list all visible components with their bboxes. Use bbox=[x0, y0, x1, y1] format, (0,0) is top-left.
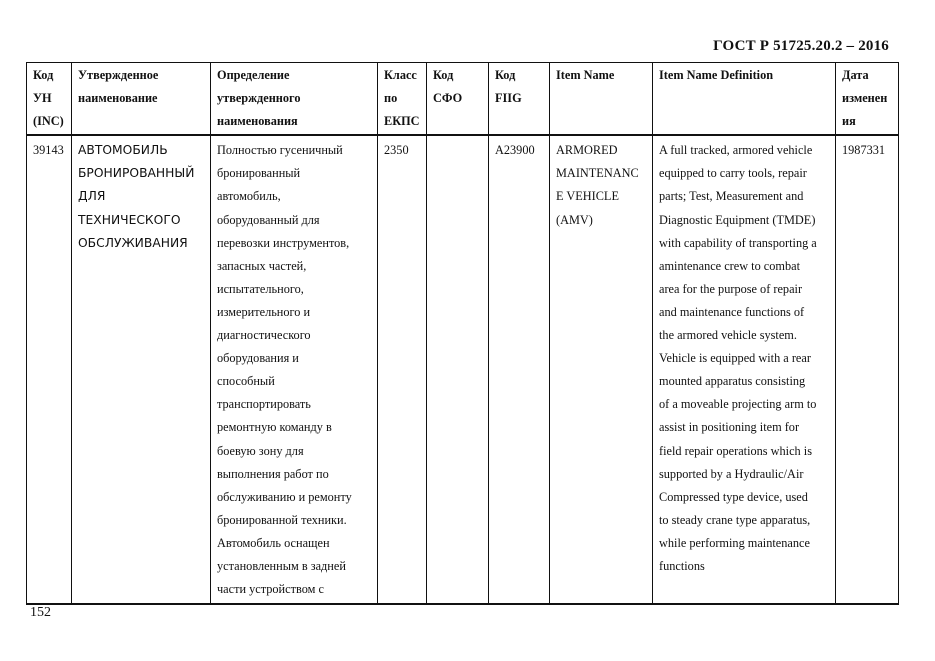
cell-item-name-definition bbox=[653, 135, 836, 604]
text-line: MAINTENANC bbox=[556, 166, 639, 181]
text-line: БРОНИРОВАННЫЙ bbox=[78, 166, 195, 181]
text-line: транспортировать bbox=[217, 397, 311, 412]
text-line: Diagnostic Equipment (TMDE) bbox=[659, 212, 816, 227]
text-line: по bbox=[384, 91, 398, 106]
text-line: area for the purpose of repair bbox=[659, 281, 803, 296]
text-line: equipped to carry tools, repair bbox=[659, 166, 807, 181]
header-sfo-code bbox=[427, 63, 489, 136]
text-line: перевозки инструментов, bbox=[217, 235, 350, 250]
text-line: оборудования и bbox=[217, 351, 299, 366]
text-line: СФО bbox=[433, 91, 463, 106]
text-line: (INC) bbox=[33, 114, 64, 129]
text-line: Код bbox=[433, 68, 454, 82]
text-line: the armored vehicle system. bbox=[659, 328, 797, 343]
header-item-name bbox=[550, 63, 653, 136]
table-row bbox=[27, 135, 899, 604]
text-line: A full tracked, armored vehicle bbox=[659, 143, 813, 158]
text-line: ТЕХНИЧЕСКОГО bbox=[78, 212, 181, 227]
text-line: ЕКПС bbox=[384, 114, 420, 129]
text-line: измерительного и bbox=[217, 304, 311, 319]
text-line: while performing maintenance bbox=[659, 535, 810, 550]
text-line: испытательного, bbox=[217, 281, 304, 296]
text-line: автомобиль, bbox=[217, 189, 281, 204]
text-line: Код bbox=[495, 68, 516, 82]
text-line: Vehicle is equipped with a rear bbox=[659, 351, 811, 366]
text-line: functions bbox=[659, 558, 705, 573]
text-line: бронированной техники. bbox=[217, 512, 347, 527]
text-line: наименование bbox=[78, 91, 158, 106]
text-line: and maintenance functions of bbox=[659, 304, 805, 319]
text-line: (AMV) bbox=[556, 212, 593, 227]
text-line: to steady crane type apparatus, bbox=[659, 512, 811, 527]
text-line: бронированный bbox=[217, 166, 301, 181]
page-number: 152 bbox=[30, 605, 51, 620]
text-line: Полностью гусеничный bbox=[217, 143, 343, 158]
cell-item-name bbox=[550, 135, 653, 604]
text-line: оборудованный для bbox=[217, 212, 320, 227]
cell-fiig-code: A23900 bbox=[489, 135, 550, 604]
text-line: parts; Test, Measurement and bbox=[659, 189, 804, 204]
header-item-name-definition bbox=[653, 63, 836, 136]
table-header-row bbox=[27, 63, 899, 136]
text-line: Класс bbox=[384, 68, 417, 82]
text-line: ОБСЛУЖИВАНИЯ bbox=[78, 235, 188, 250]
text-line: ARMORED bbox=[556, 143, 618, 158]
text-line: УН bbox=[33, 91, 52, 106]
text-line: FIIG bbox=[495, 91, 522, 106]
cell-ekps-class: 2350 bbox=[378, 135, 427, 604]
cell-definition bbox=[211, 135, 378, 604]
text-line: ремонтную команду в bbox=[217, 420, 332, 435]
cell-approved-name bbox=[72, 135, 211, 604]
text-line: Утвержденное bbox=[78, 68, 159, 82]
header-name-definition bbox=[211, 63, 378, 136]
cell-change-date: 1987331 bbox=[836, 135, 899, 604]
text-line: E VEHICLE bbox=[556, 189, 619, 204]
text-line: АВТОМОБИЛЬ bbox=[78, 143, 168, 158]
text-line: ия bbox=[842, 114, 856, 129]
header-approved-name bbox=[72, 63, 211, 136]
header-fiig-code bbox=[489, 63, 550, 136]
text-line: Item Name Definition bbox=[659, 68, 774, 82]
text-line: обслуживанию и ремонту bbox=[217, 489, 352, 504]
text-line: Автомобиль оснащен bbox=[217, 535, 330, 550]
text-line: Код bbox=[33, 68, 54, 82]
item-name-table bbox=[26, 62, 899, 605]
text-line: Compressed type device, used bbox=[659, 489, 808, 504]
text-line: установленным в задней bbox=[217, 558, 346, 573]
text-line: изменен bbox=[842, 91, 888, 106]
cell-sfo-code bbox=[427, 135, 489, 604]
text-line: with capability of transporting a bbox=[659, 235, 817, 250]
header-inc-code bbox=[27, 63, 72, 136]
text-line: Дата bbox=[842, 68, 869, 82]
text-line: assist in positioning item for bbox=[659, 420, 800, 435]
text-line: supported by a Hydraulic/Air bbox=[659, 466, 804, 481]
text-line: способный bbox=[217, 374, 275, 389]
text-line: Определение bbox=[217, 68, 290, 82]
text-line: утвержденного bbox=[217, 91, 301, 106]
text-line: Item Name bbox=[556, 68, 615, 82]
cell-inc: 39143 bbox=[27, 135, 72, 604]
text-line: ДЛЯ bbox=[78, 189, 106, 204]
header-ekps-class bbox=[378, 63, 427, 136]
text-line: mounted apparatus consisting bbox=[659, 374, 806, 389]
document-header: ГОСТ Р 51725.20.2 – 2016 bbox=[713, 38, 889, 54]
text-line: field repair operations which is bbox=[659, 443, 812, 458]
text-line: части устройством с bbox=[217, 582, 324, 597]
text-line: of a moveable projecting arm to bbox=[659, 397, 817, 412]
text-line: amintenance crew to combat bbox=[659, 258, 801, 273]
text-line: запасных частей, bbox=[217, 258, 307, 273]
text-line: выполнения работ по bbox=[217, 466, 329, 481]
text-line: наименования bbox=[217, 114, 298, 129]
text-line: боевую зону для bbox=[217, 443, 304, 458]
text-line: диагностического bbox=[217, 328, 311, 343]
header-change-date bbox=[836, 63, 899, 136]
